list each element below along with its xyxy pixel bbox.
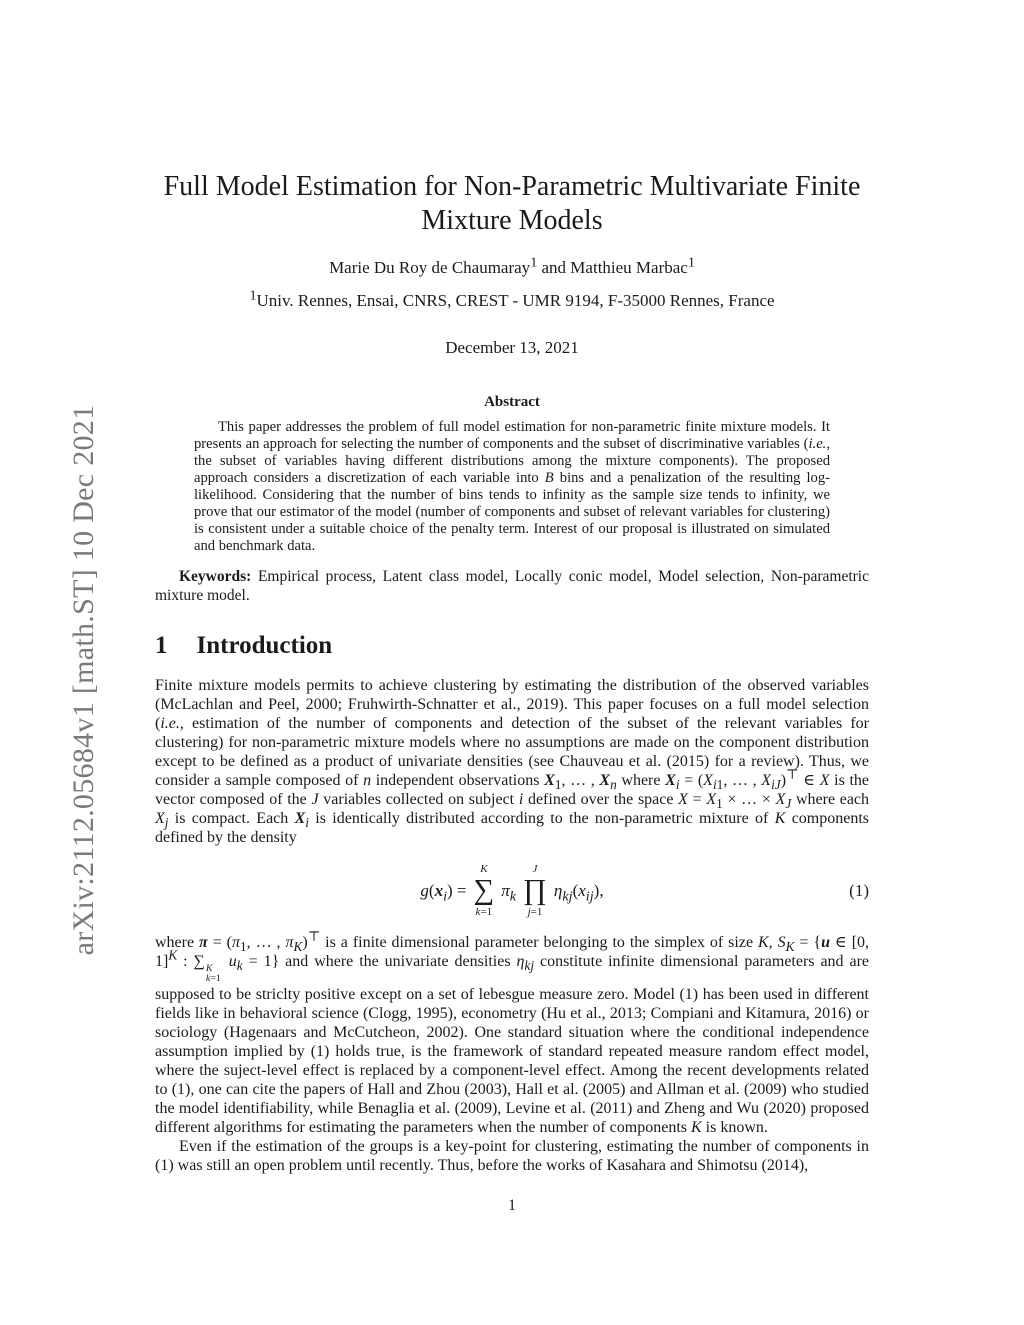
arxiv-identifier-banner: arXiv:2112.05684v1 [math.ST] 10 Dec 2021	[67, 404, 100, 956]
equation-number: (1)	[849, 880, 869, 900]
authors-line: Marie Du Roy de Chaumaray$^1$ and Matthieu Marbac$^1$	[329, 254, 695, 277]
mixing-proportion-term: $\pi_k$	[501, 880, 517, 905]
section-title: Introduction	[196, 631, 333, 659]
keywords-text: Empirical process, Latent class model, Locally conic model, Model selection, Non-parametric mixture model.	[155, 567, 869, 604]
display-equation-1	[155, 862, 869, 920]
product-lower-limit: j=1	[527, 905, 543, 918]
intro-paragraph-2: where $\pi = (\pi_1$, … , $\pi_K)^⊤$ is a finite dimensional parameter belonging to the simplex of size K, $S_K = \{u$ ∈ [0, 1]$^K$ : ∑ K k=1 $u_k = 1$} and where the univariate densities $\eta_{kj}$ constitute infinite dimensional parameters and are supposed to be striclty positive except on a set of lebesgue measure zero. Model (1) has been used in different fields like in behavioral science (Clogg, 1995), econometry (Hu et al., 2013; Compiani and Kitamura, 2016) or sociology (Hagenaars and McCutcheon, 2002). One standard situation where the conditional independence assumption implied by (1) holds true, is the framework of standard repeated measure random effect model, where the suject-level effect is replaced by a component-level effect. Among the recent developments related to (1), one can cite the papers of Hall and Zhou (2003), Hall et al. (2005) and Allman et al. (2009) who studied the model identifiability, while Benaglia et al. (2009), Levine et al. (2011) and Zheng and Wu (2020) proposed different algorithms for estimating the parameters when the number of components K is known.	[155, 928, 870, 1136]
sum-lower-limit: k=1	[475, 905, 493, 918]
keywords-line	[155, 567, 869, 605]
page-content	[155, 0, 869, 1175]
page-number: 1	[508, 1197, 516, 1214]
sum-upper-limit: K	[480, 863, 488, 876]
product-symbol: ∏	[523, 874, 547, 907]
abstract-heading: Abstract	[484, 393, 540, 410]
affiliation-line: $^1$Univ. Rennes, Ensai, CNRS, CREST - UMR 9194, F-35000 Rennes, France	[249, 287, 775, 310]
intro-paragraph-3: Even if the estimation of the groups is a key-point for clustering, estimating the number of components in (1) was still an open problem until recently. Thus, before the works of Kasahara and Shimotsu (2014),	[155, 1137, 869, 1174]
section-1-heading	[155, 632, 869, 660]
sum-operator	[474, 863, 495, 918]
date-line: December 13, 2021	[445, 337, 579, 357]
density-term: $\eta_{kj}(x_{ij})$,	[553, 880, 604, 905]
section-number: 1	[155, 631, 168, 659]
product-upper-limit: J	[532, 863, 538, 876]
intro-paragraph-1: Finite mixture models permits to achieve clustering by estimating the distribution of the observed variables (McLachlan and Peel, 2000; Fruhwirth-Schnatter et al., 2019). This paper focuses on a full model selection (i.e., estimation of the number of components and detection of the subset of the relevant variables for clustering) for non-parametric mixture models where no assumptions are made on the component distribution except to be defined as a product of univariate densities (see Chauveau et al. (2015) for a review). Thus, we consider a sample composed of n independent observations $X_1$, … , $X_n$ where $X_i = (X_{i1}$, … , $X_{iJ})^⊤$ ∈ X is the vector composed of the J variables collected on subject i defined over the space $X = X_1$ × … × $X_J$ where each $X_j$ is compact. Each $X_i$ is identically distributed according to the non-parametric mixture of K components defined by the density	[155, 676, 870, 846]
equation-lhs: $g(x_i)$ =	[420, 880, 467, 905]
product-operator	[523, 863, 547, 918]
sum-symbol: ∑	[473, 874, 495, 907]
page-title: Full Model Estimation for Non-Parametric Multivariate Finite Mixture Models	[163, 171, 861, 237]
keywords-label: Keywords:	[179, 567, 252, 585]
abstract-body: This paper addresses the problem of full model estimation for non-parametric finite mixture models. It presents an approach for selecting the number of components and the subset of discriminative variables (i.e., the subset of variables having different distributions among the mixture components). The proposed approach considers a discretization of each variable into B bins and a penalization of the resulting log-likelihood. Considering that the number of bins tends to infinity as the sample size tends to infinity, we prove that our estimator of the model (number of components and subset of relevant variables for clustering) is consistent under a suitable choice of the penalty term. Interest of our proposal is illustrated on simulated and benchmark data.	[194, 418, 830, 554]
